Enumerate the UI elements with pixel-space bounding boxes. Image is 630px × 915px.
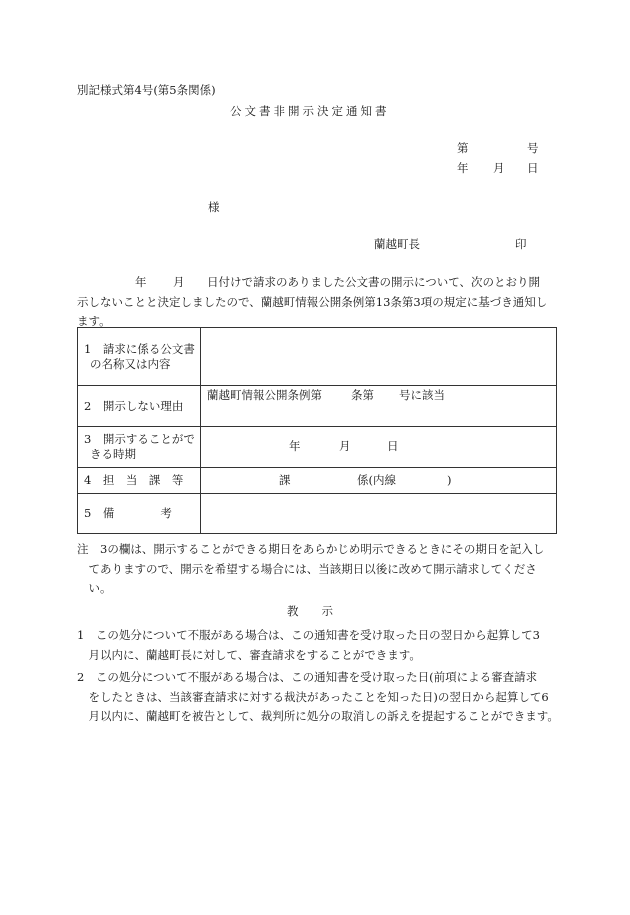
disclosable-date-label: 3 開示することがで きる時期 [78,427,201,468]
seal-mark: 印 [515,237,527,251]
note-line-1: 注 3の欄は、開示することができる期日をあらかじめ明示できるときにその期日を記入し [77,542,545,556]
addressee-honorific: 様 [208,200,220,214]
disclosable-month: 月 [339,439,351,453]
number-prefix: 第 [457,141,469,155]
instruction-heading: 教 示 [287,604,333,618]
non-disclosure-reason-value[interactable] [201,386,557,427]
instruction-1-line-1: 1 この処分について不服がある場合は、この通知書を受け取った日の翌日から起算して3 [77,628,540,642]
requested-document-label: 1 請求に係る公文書 の名称又は内容 [78,328,201,386]
request-year: 年 [135,275,147,289]
instruction-2-line-2: をしたときは、当該審査請求に対する裁決があったことを知った日)の翌日から起算して6 [77,689,549,704]
paragraph-line-1: 日付けで請求のありました公文書の開示について、次のとおり開 [207,275,541,289]
note-line-2: てありますので、開示を希望する場合には、当該期日以後に改めて開示請求してくださ [77,561,537,576]
number-suffix: 号 [527,141,539,155]
request-month: 月 [173,275,185,289]
disclosable-day: 日 [387,439,399,453]
department-extension: 係(内線 [357,472,396,487]
disclosable-year: 年 [289,439,301,453]
table-row [78,427,557,468]
paragraph-line-3: ます。 [77,314,111,328]
date-month: 月 [493,161,505,175]
department-section: 課 [279,472,291,487]
extension-close: ) [447,472,452,487]
document-title: 公文書非開示決定通知書 [230,104,390,118]
table-note [77,540,559,599]
decision-table [77,327,557,534]
table-row [78,494,557,534]
table-row [78,468,557,494]
remarks-label: 5 備 考 [78,494,201,534]
disclosable-date-value[interactable] [201,427,557,468]
date-day: 日 [527,161,539,175]
instruction-2-line-3: 月以内に、蘭越町を被告として、裁判所に処分の取消しの訴えを提起することができます。 [77,709,559,723]
department-label: 4 担 当 課 等 [78,468,201,494]
date-year: 年 [457,161,469,175]
non-disclosure-reason-label: 2 開示しない理由 [78,386,201,427]
form-number: 別記様式第4号(第5条関係) [77,83,216,97]
instruction-2-line-1: 2 この処分について不服がある場合は、この通知書を受け取った日(前項による審査請求 [77,670,538,684]
table-row [78,328,557,386]
instruction-item-2 [77,668,559,727]
requested-document-value[interactable] [201,328,557,386]
instruction-item-1 [77,626,559,665]
remarks-value[interactable] [201,494,557,534]
notice-paragraph [77,273,559,332]
issuer-name: 蘭越町長 [374,237,420,251]
paragraph-line-2: 示しないことと決定しましたので、蘭越町情報公開条例第13条第3項の規定に基づき通知し [77,294,548,309]
reason-article: 条第 [351,388,374,402]
department-value[interactable] [201,468,557,494]
reason-item: 号に該当 [399,388,445,402]
note-line-3: い。 [77,581,112,595]
instruction-1-line-2: 月以内に、蘭越町長に対して、審査請求をすることができます。 [77,647,421,662]
table-row [78,386,557,427]
reason-ordinance: 蘭越町情報公開条例第 [207,388,322,402]
